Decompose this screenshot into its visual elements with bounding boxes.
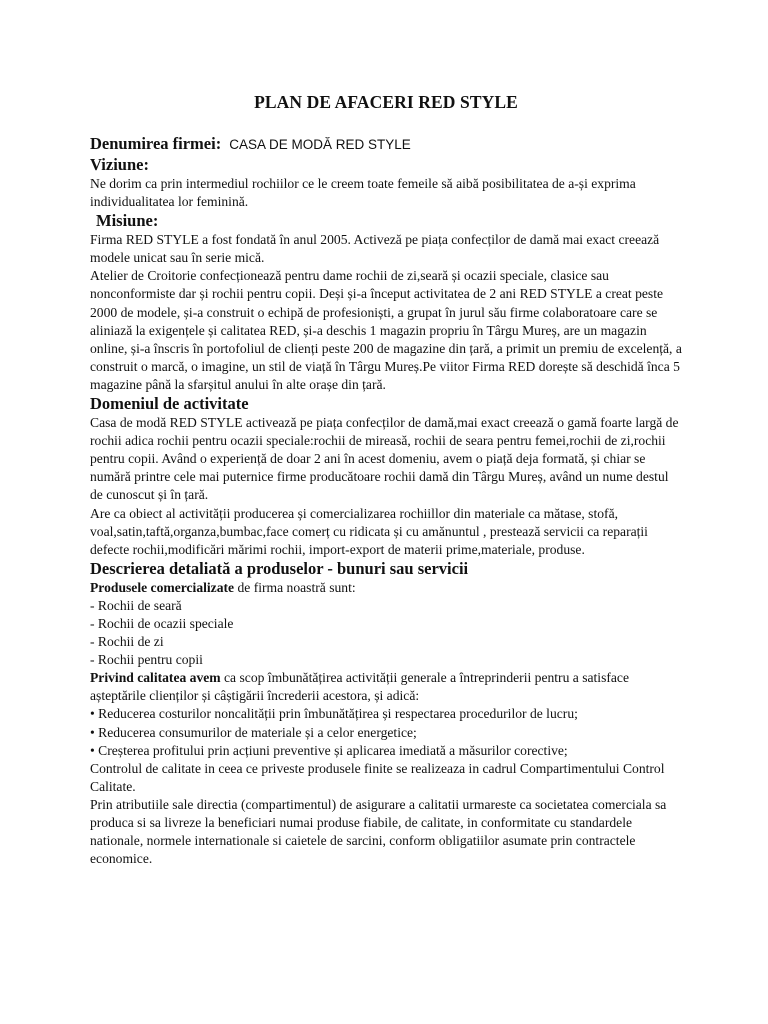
quality-control-paragraph: Controlul de calitate in ceea ce priveste produsele finite se realizeaza in cadrul Compartimentului Control Calitate. [90,760,665,794]
list-item: • Creșterea profitului prin acțiuni preventive și aplicarea imediată a măsurilor corective; [90,742,568,758]
list-item: - Rochii de zi [90,634,164,650]
company-name-value: CASA DE MODĂ RED STYLE [229,137,411,152]
vision-section [90,155,682,211]
mission-paragraph-1: Firma RED STYLE a fost fondată în anul 2005. Activeză pe piața confecților de damă mai exact creează modele unicat sau în serie mică. [90,232,660,266]
company-name-line [90,134,682,155]
list-item: • Reducerea consumurilor de materiale și a celor energetice; [90,724,417,740]
list-item: - Rochii pentru copii [90,652,203,668]
quality-assurance-paragraph: Prin atributiile sale directia (compartimentul) de asigurare a calitatii urmareste ca societatea comerciala sa produca si sa livreze la beneficiari numai produse fiabile, de calitate, in conformitate cu standardele nationale, normele internationale si caietele de sarcini, conform obligatiilor asumate prin contractele economice. [90,796,667,867]
products-intro-bold: Produsele comercializate [90,579,235,595]
quality-intro [90,669,682,705]
mission-heading: Misiune: [96,211,159,231]
mission-section [90,211,682,394]
product-description-heading: Descrierea detaliată a produselor - bunuri sau servicii [90,558,469,578]
list-item: • Reducerea costurilor noncalității prin îmbunătățirea și respectarea procedurilor de lucru; [90,706,578,722]
document-title: PLAN DE AFACERI RED STYLE [254,92,518,112]
product-description-section [90,559,682,669]
products-intro-rest: de firma noastră sunt: [234,579,356,595]
activity-domain-heading: Domeniul de activitate [90,394,249,414]
vision-heading: Viziune: [90,155,149,174]
quality-section [90,669,682,868]
vision-text: Ne dorim ca prin intermediul rochiilor ce le creem toate femeile să aibă posibilitatea de a-și exprima individualitatea lor feminină. [90,176,636,210]
activity-domain-section [90,394,682,559]
company-name-separator: : [215,134,222,153]
quality-bullet-list [90,705,682,759]
list-item: - Rochii de ocazii speciale [90,615,234,631]
quality-intro-rest: ca scop îmbunătățirea activității generale a întreprinderii pentru a satisface așteptările clienților și câștigării încrederii acestora, și adică: [90,670,630,704]
activity-domain-paragraph-2: Are ca obiect al activității producerea și comercializarea rochiillor din materiale ca mătase, stofă, voal,satin,taftă,organza,bumbac,face comerț cu ridicata și cu amănuntul , prestează servicii ca reparații defecte rochii,modificări mărimi rochii, import-export de materii prime,materiale, produse. [90,505,648,557]
products-intro [90,579,682,597]
list-item: - Rochii de seară [90,597,182,613]
quality-intro-bold: Privind calitatea avem [90,670,221,686]
company-name-label: Denumirea firmei [90,134,216,153]
product-list [90,597,682,669]
mission-paragraph-2: Atelier de Croitorie confecționează pentru dame rochii de zi,seară și ocazii speciale, clasice sau nonconformiste dar și rochii pentru copii. Deși și-a început activitatea de 2 ani RED STYLE a creat peste 2000 de modele, și-a construit o echipă de profesioniști, a grupat în jurul său firme colaboratoare care se aliniază la exigențele și calitatea RED, și-a deschis 1 magazin propriu în Târgu Mureș, are un magazin online, și-a înscris în portofoliul de clienți peste 200 de magazine din țară, a primit un premiu de excelență, a construit o marcă, o imagine, un stil de viață în Târgu Mureș.Pe viitor Firma RED dorește să deschidă înca 5 magazine până la sfarșitul anului în alte orașe din țară. [90,268,682,392]
activity-domain-paragraph-1: Casa de modă RED STYLE activează pe piața confecților de damă,mai exact creează o gamă foarte largă de rochii adica rochii pentru ocazii speciale:rochii de mireasă, rochii de seara pentru femei,rochii de zi,rochii pentru copii. Având o experiență de doar 2 ani în acest domeniu, avem o piață deja formată, și chiar se numără printre cele mai puternice firme producătoare rochii damă din Târgu Mureș, având un nume destul de cunoscut și în țară. [90,415,679,503]
